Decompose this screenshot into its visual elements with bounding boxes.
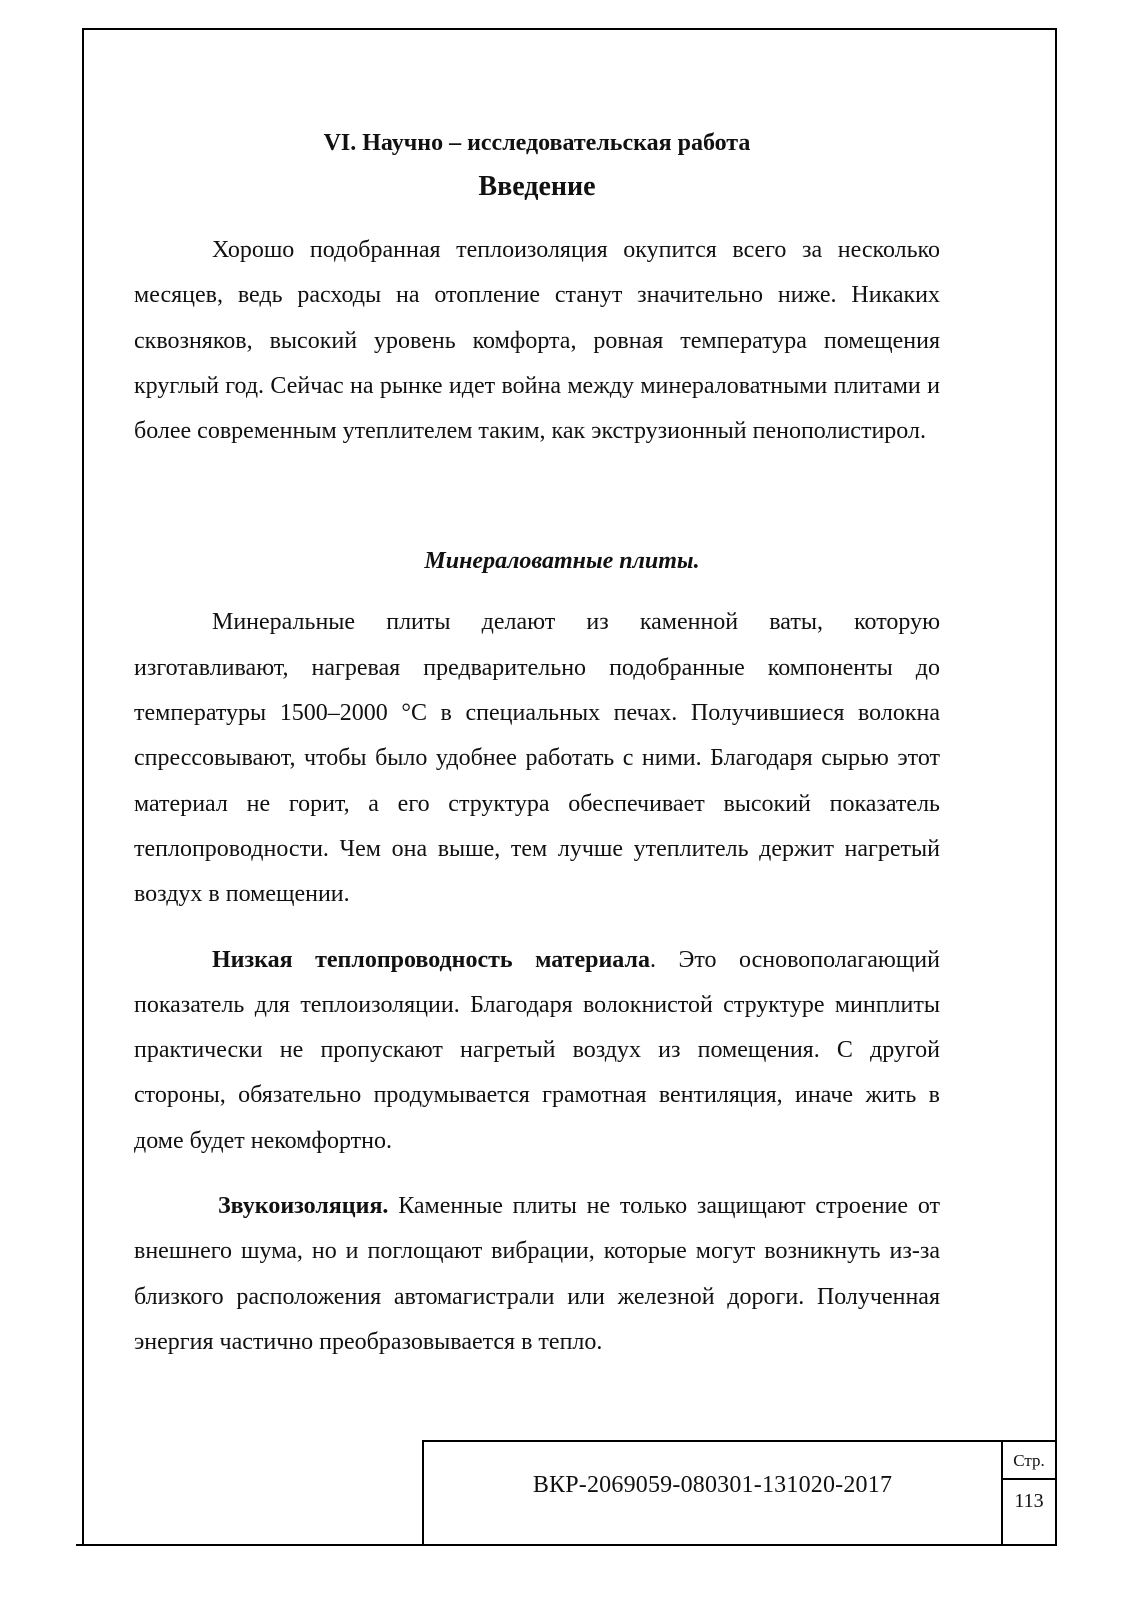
subsection-title: Минераловатные плиты. (424, 548, 700, 575)
page-label: Стр. (1003, 1442, 1055, 1480)
soundproof-term: Звукоизоляция. (218, 1193, 389, 1220)
soundproof-paragraph (134, 1184, 940, 1365)
title-block-stamp (422, 1440, 1055, 1546)
mineral-paragraph: Минеральные плиты делают из каменной ваты, которую изготавливают, нагревая предварительно подобранные компоненты до температуры 1500–2000 °С в специальных печах. Получившиеся волокна спрессовывают, чтобы было удобнее работать с ними. Благодаря сырью этот материал не горит, а его структура обеспечивает высокий показатель теплопроводности. Чем она выше, тем лучше утеплитель держит нагретый воздух в помещении. (134, 609, 940, 908)
soundproof-text: Каменные плиты не только защищают строение от внешнего шума, но и поглощают вибрации, которые могут возникнуть из-за близкого расположения автомагистрали или железной дороги. Полученная энергия частично преобразовывается в тепло. (134, 1193, 940, 1355)
conductivity-term: Низкая теплопроводность материала (212, 946, 650, 973)
intro-paragraph: Хорошо подобранная теплоизоляция окупится всего за несколько месяцев, ведь расходы на отопление станут значительно ниже. Никаких сквозняков, высокий уровень комфорта, ровная температура помещения круглый год. Сейчас на рынке идет война между минераловатными плитами и более современным утеплителем таким, как экструзионный пенополистирол. (134, 237, 940, 445)
conductivity-text: . Это основополагающий показатель для теплоизоляции. Благодаря волокнистой структуре минплиты практически не пропускают нагретый воздух из помещения. С другой стороны, обязательно продумывается грамотная вентиляция, иначе жить в доме будет некомфортно. (134, 946, 940, 1154)
conductivity-paragraph (134, 938, 940, 1164)
stamp-page-cell (1001, 1440, 1055, 1546)
frame-corner-tick (76, 1544, 84, 1546)
intro-title: Введение (478, 171, 596, 202)
page-number: 113 (1014, 1490, 1044, 1512)
document-body (134, 128, 940, 1365)
document-code: ВКР-2069059-080301-131020-2017 (532, 1472, 893, 1498)
section-title: VI. Научно – исследовательская работа (323, 130, 751, 156)
